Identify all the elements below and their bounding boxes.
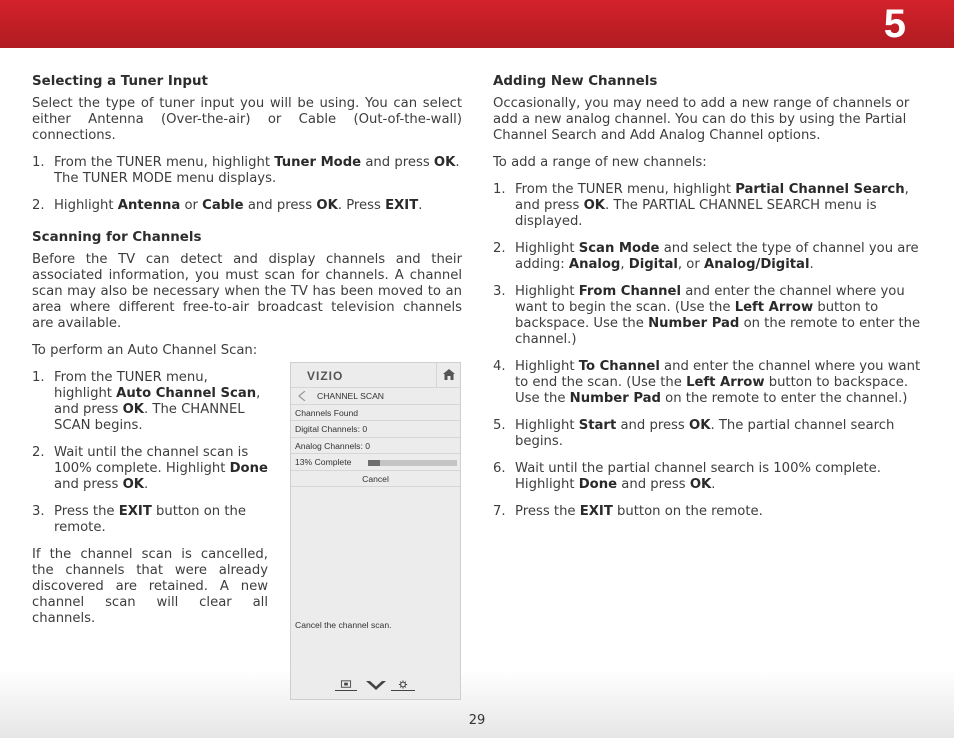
step-text: Highlight xyxy=(515,241,579,256)
step-text: on the remote to enter the channel.) xyxy=(660,391,908,406)
tuner-input-intro: Select the type of tuner input you will be using. You can select either Antenna (Over-the-air) or Cable (Out-of-the-wall) connections. xyxy=(32,96,462,143)
adding-channels-intro: Occasionally, you may need to add a new range of channels or add a new analog channel. You can do this by using the Partial Channel Search and Add Analog Channel options. xyxy=(493,96,910,143)
step-text: , or xyxy=(677,257,704,272)
step-number: 1. xyxy=(32,370,45,385)
step-text: button on the remote. xyxy=(54,504,246,535)
step-text: , and press xyxy=(54,386,261,417)
step-number: 7. xyxy=(493,504,506,519)
step-number: 2. xyxy=(32,445,45,460)
step-bold: OK xyxy=(433,155,456,170)
step-bold: OK xyxy=(689,477,712,492)
tv-progress-row xyxy=(291,454,460,471)
tuner-input-steps xyxy=(32,155,462,214)
step-bold: Analog xyxy=(568,257,621,272)
tv-menu-row-analog: Analog Channels: 0 xyxy=(291,438,460,455)
step-text: and press xyxy=(617,477,690,492)
chapter-header-bar xyxy=(0,0,954,48)
list-item xyxy=(32,155,462,187)
page-number: 29 xyxy=(468,713,486,728)
step-text: . xyxy=(144,477,149,492)
step-bold: Auto Channel Scan xyxy=(116,386,257,401)
step-text: Highlight xyxy=(515,284,579,299)
step-bold: OK xyxy=(316,198,338,213)
step-text: or xyxy=(180,198,203,213)
step-bold: Number Pad xyxy=(648,316,740,331)
step-text: Highlight xyxy=(515,418,579,433)
tv-menu-title-row xyxy=(291,388,460,405)
list-item xyxy=(32,370,268,434)
step-text: button to backspace. Use the xyxy=(515,300,879,331)
step-bold: Antenna xyxy=(117,198,181,213)
step-text: . xyxy=(711,477,716,492)
step-text: Press the xyxy=(54,504,119,519)
step-text: . The TUNER MODE menu displays. xyxy=(54,155,460,186)
back-arrow-icon[interactable] xyxy=(298,391,306,401)
tv-top-bar xyxy=(291,363,460,388)
wide-icon[interactable] xyxy=(335,679,357,691)
progress-bar xyxy=(368,460,457,466)
scanning-intro: Before the TV can detect and display channels and their associated information, you must scan for channels. A channel scan may also be necessary when the TV has been moved to an area where different free-to-air broadcast television channels are available. xyxy=(32,252,462,331)
vizio-logo: VIZIO xyxy=(307,369,344,383)
list-item xyxy=(493,241,923,273)
step-text: From the TUNER menu, highlight xyxy=(54,370,208,401)
step-number: 2. xyxy=(493,241,506,256)
step-text: . The PARTIAL CHANNEL SEARCH menu is displayed. xyxy=(515,198,877,229)
progress-label: 13% Complete xyxy=(295,457,352,467)
step-text: and enter the channel where you want to begin the scan. (Use the xyxy=(515,284,905,315)
step-bold: OK xyxy=(122,477,144,492)
adding-channels-steps xyxy=(493,182,923,520)
step-bold: OK xyxy=(583,198,605,213)
step-bold: Left Arrow xyxy=(686,375,765,390)
step-bold: EXIT xyxy=(118,504,152,519)
right-column xyxy=(493,74,923,531)
step-text: . Press xyxy=(337,198,386,213)
step-text: and press xyxy=(361,155,434,170)
step-text: From the TUNER menu, highlight xyxy=(54,155,275,170)
step-bold: Done xyxy=(578,477,618,492)
step-number: 6. xyxy=(493,461,506,476)
step-text: button to backspace. Use the xyxy=(515,375,909,406)
step-text: Highlight xyxy=(54,198,118,213)
step-number: 1. xyxy=(493,182,506,197)
step-text: , xyxy=(620,257,629,272)
section-heading-adding-channels: Adding New Channels xyxy=(493,74,658,89)
home-icon xyxy=(443,369,455,380)
scan-cancel-note: If the channel scan is cancelled, the channels that were already discovered are retained. A new channel scan will clear all channels. xyxy=(32,547,268,626)
list-item xyxy=(493,418,923,450)
step-text: . The partial channel search begins. xyxy=(515,418,895,449)
step-bold: Analog/Digital xyxy=(704,257,810,272)
step-text: button on the remote. xyxy=(612,504,763,519)
list-item xyxy=(32,504,268,536)
adding-channels-lead: To add a range of new channels: xyxy=(493,155,707,170)
step-text: Wait until the partial channel search is 100% complete. Highlight xyxy=(515,461,881,492)
step-number: 2. xyxy=(32,198,45,213)
step-bold: OK xyxy=(122,402,144,417)
list-item xyxy=(493,359,923,407)
home-button[interactable] xyxy=(436,363,460,387)
vizio-v-icon[interactable] xyxy=(365,679,387,691)
tv-menu-title: CHANNEL SCAN xyxy=(317,391,385,401)
list-item xyxy=(493,182,923,230)
scanning-lead: To perform an Auto Channel Scan: xyxy=(32,343,258,358)
list-item xyxy=(32,198,462,214)
step-number: 3. xyxy=(493,284,506,299)
step-bold: EXIT xyxy=(385,198,419,213)
step-text: Press the xyxy=(515,504,580,519)
step-bold: To Channel xyxy=(578,359,660,374)
step-bold: Cable xyxy=(202,198,244,213)
step-text: on the remote to enter the channel.) xyxy=(515,316,921,347)
tv-bottom-bar xyxy=(291,677,462,693)
step-bold: Done xyxy=(229,461,268,476)
step-bold: EXIT xyxy=(579,504,613,519)
tv-menu-row-channels-found: Channels Found xyxy=(291,405,460,422)
list-item xyxy=(493,461,923,493)
step-number: 1. xyxy=(32,155,45,170)
list-item xyxy=(493,284,923,348)
step-text: and press xyxy=(54,477,123,492)
step-text: Highlight xyxy=(515,359,579,374)
step-bold: Tuner Mode xyxy=(274,155,362,170)
cancel-button[interactable]: Cancel xyxy=(291,471,460,488)
step-text: . xyxy=(418,198,423,213)
step-text: Wait until the channel scan is 100% complete. Highlight xyxy=(54,445,249,476)
step-text: , and press xyxy=(515,182,909,213)
progress-bar-fill xyxy=(368,460,380,466)
section-heading-tuner-input: Selecting a Tuner Input xyxy=(32,74,208,89)
step-bold: Start xyxy=(578,418,617,433)
tv-menu-row-digital: Digital Channels: 0 xyxy=(291,421,460,438)
step-text: and press xyxy=(243,198,317,213)
chapter-number: 5 xyxy=(883,2,906,46)
step-bold: Partial Channel Search xyxy=(735,182,905,197)
step-number: 4. xyxy=(493,359,506,374)
gear-icon[interactable] xyxy=(391,679,415,691)
step-text: . xyxy=(809,257,814,272)
step-text: . The CHANNEL SCAN begins. xyxy=(54,402,245,433)
step-number: 3. xyxy=(32,504,45,519)
step-bold: Left Arrow xyxy=(734,300,814,315)
step-bold: From Channel xyxy=(578,284,682,299)
section-heading-scanning: Scanning for Channels xyxy=(32,230,202,245)
list-item xyxy=(493,504,923,520)
step-text: From the TUNER menu, highlight xyxy=(515,182,736,197)
tv-help-text: Cancel the channel scan. xyxy=(295,620,392,630)
step-text: and press xyxy=(616,418,689,433)
step-bold: Number Pad xyxy=(569,391,661,406)
step-text: and enter the channel where you want to end the scan. (Use the xyxy=(515,359,921,390)
step-number: 5. xyxy=(493,418,506,433)
tv-channel-scan-screen xyxy=(290,362,461,700)
step-bold: Scan Mode xyxy=(578,241,660,256)
step-bold: OK xyxy=(689,418,711,433)
step-bold: Digital xyxy=(628,257,678,272)
step-text: and select the type of channel you are adding: xyxy=(515,241,919,272)
list-item xyxy=(32,445,268,493)
